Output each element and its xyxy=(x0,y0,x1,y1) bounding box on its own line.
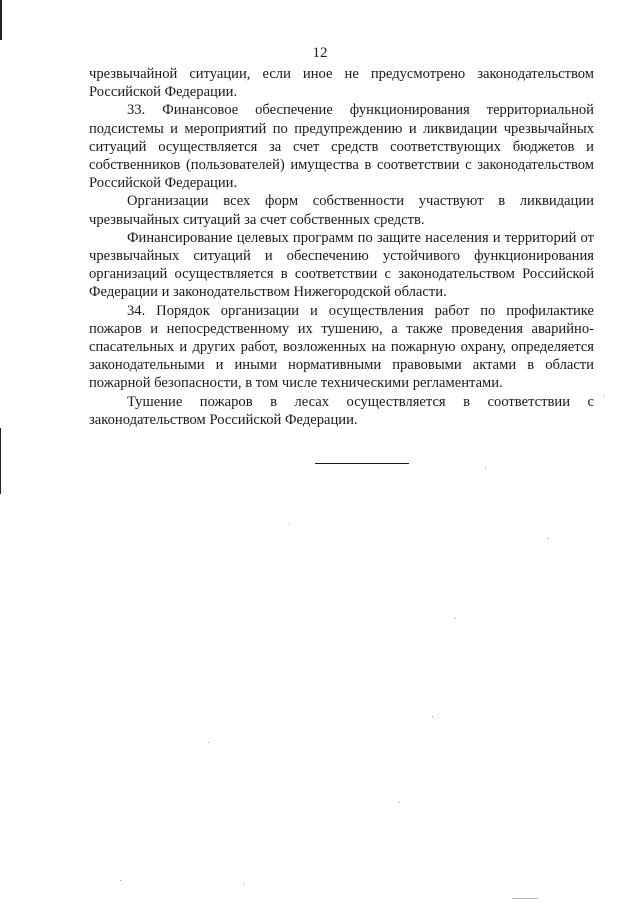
paragraph-33: 33. Финансовое обеспечение функционирования территориальной подсистемы и мероприятий по предупреждению и ликвидации чрезвычайных ситуаций осуществляется за счет средств соответствующих бюджетов и собственников (пользователей) имущества в соответствии с законодательством Российской Федерации. xyxy=(89,102,594,192)
scan-speck xyxy=(455,618,456,619)
scan-corner-mark xyxy=(512,898,538,899)
scan-speck xyxy=(243,884,244,885)
scan-edge-mark-middle xyxy=(0,428,1,494)
scan-edge-mark-top xyxy=(0,0,2,40)
body-text xyxy=(89,65,594,429)
scan-speck xyxy=(603,395,604,396)
paragraph-organizations: Организации всех форм собственности участвуют в ликвидации чрезвычайных ситуаций за счет собственных средств. xyxy=(89,193,594,228)
end-of-text-divider xyxy=(315,463,409,464)
scan-speck xyxy=(432,716,433,717)
scan-speck xyxy=(485,468,486,469)
scan-speck xyxy=(208,742,209,743)
scan-speck xyxy=(120,880,121,881)
paragraph-34: 34. Порядок организации и осуществления работ по профилактике пожаров и непосредственному их тушению, а также проведения аварийно-спасательных и других работ, возложенных на пожарную охрану, определяется законодательными и иными нормативными правовыми актами в области пожарной безопасности, в том числе техническими регламентами. xyxy=(89,302,594,392)
scan-speck xyxy=(399,802,400,803)
scan-speck xyxy=(548,538,549,539)
paragraph-continuation: чрезвычайной ситуации, если иное не предусмотрено законодательством Российской Федерации. xyxy=(89,66,594,101)
paragraph-financing: Финансирование целевых программ по защите населения и территорий от чрезвычайных ситуаций и обеспечению устойчивого функционирования организаций осуществляется в соответствии с законодательством Российской Федерации и законодательством Нижегородской области. xyxy=(89,229,594,301)
scan-speck xyxy=(289,524,290,525)
page-number: 12 xyxy=(312,45,328,61)
paragraph-forest-fires: Тушение пожаров в лесах осуществляется в соответствии с законодательством Российской Федерации. xyxy=(89,393,594,428)
